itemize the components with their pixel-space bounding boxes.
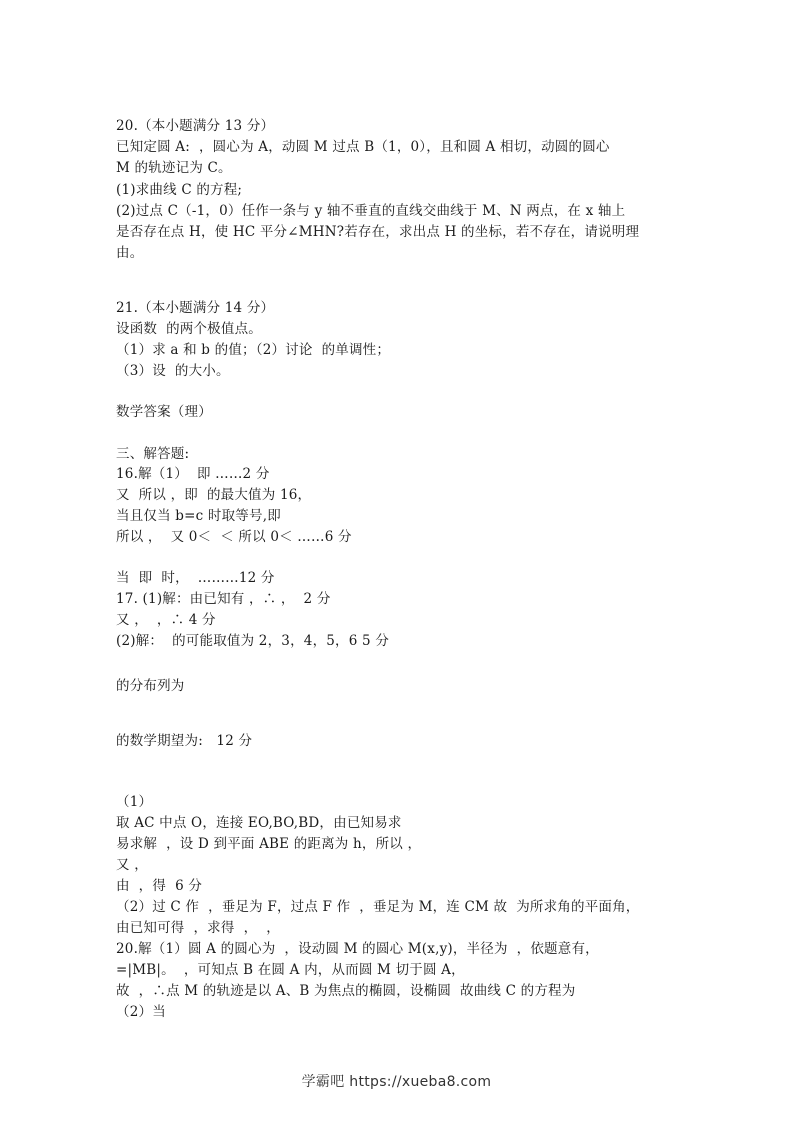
solution-18-line: 取 AC 中点 O，连接 EO,BO,BD，由已知易求 bbox=[116, 815, 402, 831]
solution-17-line: 的分布列为 bbox=[116, 678, 185, 694]
problem-20-question-2: 由。 bbox=[116, 245, 144, 261]
solution-16-line: 所以 ， 又 0＜ ＜ 所以 0＜ ……6 分 bbox=[116, 529, 352, 545]
problem-21-heading: 21.（本小题满分 14 分） bbox=[116, 300, 275, 316]
solution-18-line: 由 ，得 6 分 bbox=[116, 878, 203, 894]
solution-20-line: 20.解（1）圆 A 的圆心为 ，设动圆 M 的圆心 M(x,y)，半径为 ，依题意有， bbox=[116, 941, 599, 957]
page-footer: 学霸吧 https://xueba8.com bbox=[301, 1074, 492, 1090]
problem-21-text: 设函数 的两个极值点。 bbox=[116, 321, 262, 337]
solution-18-line: 又 ， bbox=[116, 857, 148, 873]
problem-20-heading: 20.（本小题满分 13 分） bbox=[116, 118, 275, 134]
section-heading: 三、解答题: bbox=[116, 446, 190, 462]
solution-20-line: =|MB|。 ，可知点 B 在圆 A 内，从而圆 M 切于圆 A， bbox=[116, 962, 465, 978]
solution-16-line: 16.解（1） 即 ……2 分 bbox=[116, 466, 270, 482]
problem-20-text: 已知定圆 A: ，圆心为 A，动圆 M 过点 B（1，0），且和圆 A 相切，动圆的圆心 bbox=[116, 139, 610, 155]
solution-16-line: 当且仅当 b=c 时取等号,即 bbox=[116, 508, 281, 524]
solution-18-line: 易求解 ，设 D 到平面 ABE 的距离为 h，所以 ， bbox=[116, 836, 422, 852]
answer-section-title: 数学答案（理） bbox=[116, 404, 212, 420]
solution-20-line: （2）当 bbox=[116, 1004, 166, 1020]
solution-18-line: （2）过 C 作 ，垂足为 F，过点 F 作 ，垂足为 M，连 CM 故 为所求角的平面角， bbox=[116, 899, 640, 915]
solution-18-line: （1） bbox=[116, 794, 153, 810]
problem-20-question-2: 是否存在点 H，使 HC 平分∠MHN?若存在，求出点 H 的坐标，若不存在，请说明理 bbox=[116, 224, 640, 240]
problem-21-question-3: （3）设 的大小。 bbox=[116, 363, 230, 379]
solution-16-line: 当 即 时， ………12 分 bbox=[116, 570, 275, 586]
solution-17-line: 的数学期望为: 12 分 bbox=[116, 733, 253, 749]
problem-21-questions: （1）求 a 和 b 的值；（2）讨论 的单调性； bbox=[116, 342, 391, 358]
problem-20-question-1: (1)求曲线 C 的方程; bbox=[116, 182, 243, 198]
problem-20-text: M 的轨迹记为 C。 bbox=[116, 160, 232, 176]
solution-18-line: 由已知可得 ，求得 ， ， bbox=[116, 920, 280, 936]
solution-20-line: 故 ，∴点 M 的轨迹是以 A、B 为焦点的椭圆，设椭圆 故曲线 C 的方程为 bbox=[116, 983, 576, 999]
solution-16-line: 又 所以 ，即 的最大值为 16， bbox=[116, 487, 312, 503]
solution-17-line: 又 ， ，∴ 4 分 bbox=[116, 612, 216, 628]
problem-20-question-2: (2)过点 C（-1，0）任作一条与 y 轴不垂直的直线交曲线于 M、N 两点，在 x 轴上 bbox=[116, 203, 626, 219]
solution-17-line: 17. (1)解：由已知有 ，∴ ， 2 分 bbox=[116, 591, 331, 607]
solution-17-line: (2)解： 的可能取值为 2，3，4，5，6 5 分 bbox=[116, 633, 390, 649]
